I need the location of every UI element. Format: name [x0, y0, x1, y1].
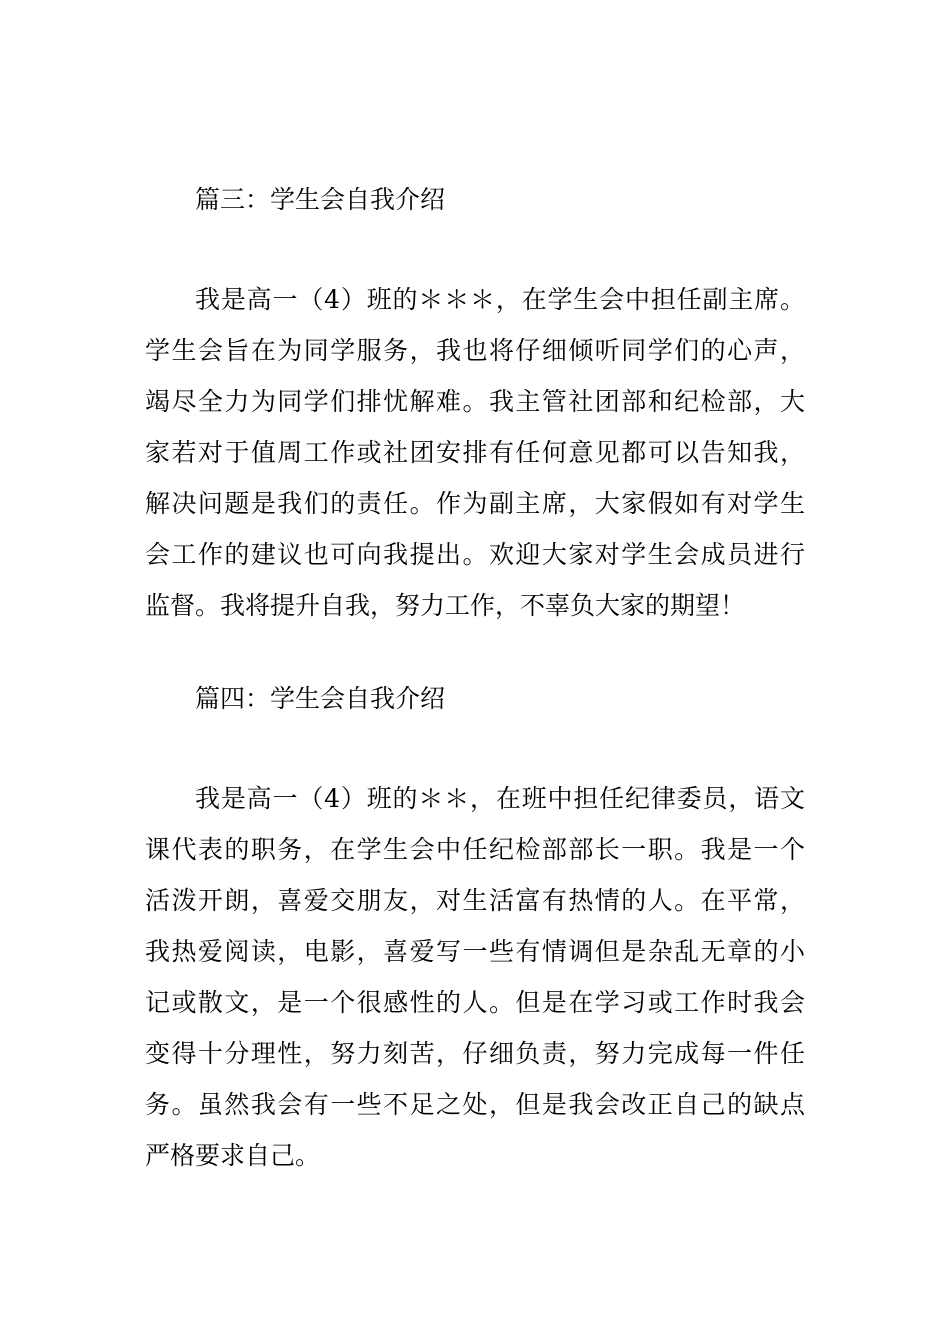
paragraph-line: 家若对于值周工作或社团安排有任何意见都可以告知我， [145, 438, 805, 467]
section-heading-3: 篇三：学生会自我介绍 [195, 185, 446, 214]
paragraph-line: 我热爱阅读，电影，喜爱写一些有情调但是杂乱无章的小 [145, 937, 805, 966]
paragraph-line: 课代表的职务，在学生会中任纪检部部长一职。我是一个 [145, 835, 805, 864]
paragraph-line: 务。虽然我会有一些不足之处，但是我会改正自己的缺点 [145, 1090, 805, 1119]
section-paragraph-3 [145, 274, 805, 631]
paragraph-line: 会工作的建议也可向我提出。欢迎大家对学生会成员进行 [145, 540, 805, 569]
paragraph-line: 解决问题是我们的责任。作为副主席，大家假如有对学生 [145, 489, 805, 518]
paragraph-line: 竭尽全力为同学们排忧解难。我主管社团部和纪检部，大 [145, 387, 805, 416]
section-heading-4: 篇四：学生会自我介绍 [195, 684, 446, 713]
paragraph-line: 记或散文，是一个很感性的人。但是在学习或工作时我会 [145, 988, 805, 1017]
paragraph-line: 学生会旨在为同学服务，我也将仔细倾听同学们的心声， [145, 336, 805, 365]
paragraph-line: 活泼开朗，喜爱交朋友，对生活富有热情的人。在平常， [145, 886, 805, 915]
paragraph-line: 我是高一（4）班的＊＊＊，在学生会中担任副主席。 [195, 285, 805, 314]
paragraph-line: 严格要求自己。 [145, 1141, 321, 1170]
paragraph-line: 监督。我将提升自我，努力工作，不辜负大家的期望！ [145, 591, 746, 620]
section-paragraph-4 [145, 773, 805, 1181]
paragraph-line: 变得十分理性，努力刻苦，仔细负责，努力完成每一件任 [145, 1039, 805, 1068]
paragraph-line: 我是高一（4）班的＊＊，在班中担任纪律委员，语文 [195, 784, 805, 813]
